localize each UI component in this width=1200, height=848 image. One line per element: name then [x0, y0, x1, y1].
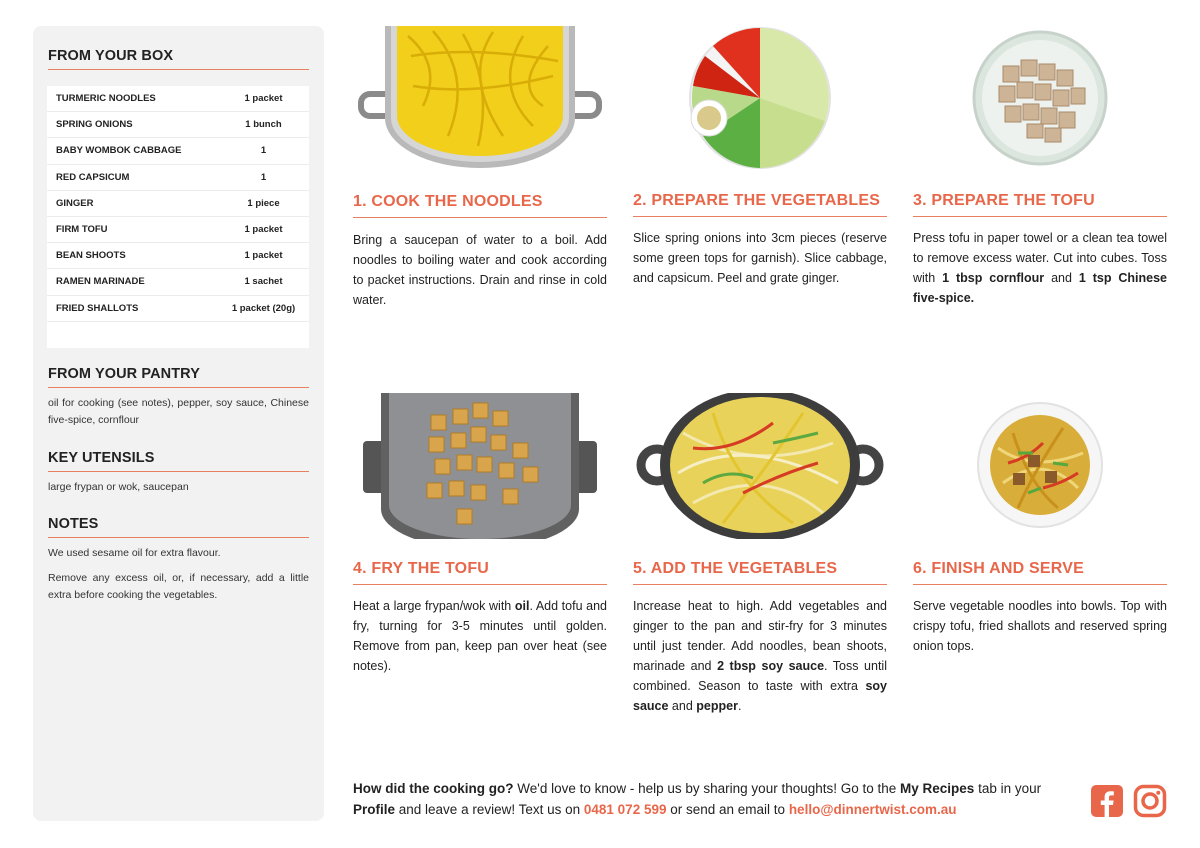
ingredient-row	[47, 138, 309, 164]
text-segment: Profile	[353, 802, 396, 817]
ingredient-row	[47, 217, 309, 243]
step-4-photo	[353, 393, 607, 539]
step-3-body	[913, 228, 1167, 308]
step-2-photo	[633, 26, 887, 172]
note-1: We used sesame oil for extra flavour.	[48, 547, 221, 559]
ingredient-name: FIRM TOFU	[56, 224, 108, 236]
ingredient-quantity: 1 packet	[244, 250, 283, 262]
text-segment: Heat a large frypan/wok with	[353, 599, 515, 613]
text-segment: soy sauce	[633, 679, 887, 713]
ingredient-row	[47, 165, 309, 191]
text-segment: How did the cooking go?	[353, 781, 514, 796]
text-segment: and	[668, 699, 697, 713]
text-segment: pepper	[696, 699, 738, 713]
pantry-text: oil for cooking (see notes), pepper, soy sauce, Chinese five-spice, cornflour	[48, 397, 309, 426]
text-segment: and leave a review! Text us on	[395, 802, 584, 817]
from-your-box-title: FROM YOUR BOX	[48, 48, 309, 70]
text-segment: Press tofu in paper towel or a clean tea towel to remove excess water. Cut into cubes. Toss with	[913, 231, 1167, 285]
ingredient-quantity: 1	[260, 171, 267, 183]
text-segment: 1 tbsp cornflour	[942, 271, 1045, 285]
step-6-photo	[913, 393, 1167, 539]
text-segment: and	[1044, 271, 1079, 285]
step-6-title: 6. FINISH AND SERVE	[913, 560, 1167, 585]
ingredients-sidebar	[33, 26, 324, 821]
ingredient-name: GINGER	[56, 197, 94, 209]
step-4-title: 4. FRY THE TOFU	[353, 560, 607, 585]
key-utensils-title: KEY UTENSILS	[48, 450, 309, 472]
text-segment: or send an email to	[666, 802, 789, 817]
step-6-body	[913, 596, 1167, 656]
step-5-photo	[633, 393, 887, 539]
text-segment: We'd love to know - help us by sharing your thoughts! Go to the	[513, 781, 901, 796]
feedback-footer	[353, 778, 1073, 820]
step-5-title: 5. ADD THE VEGETABLES	[633, 560, 887, 585]
ingredient-row	[47, 296, 309, 322]
text-segment: 2 tbsp soy sauce	[717, 659, 825, 673]
instagram-icon[interactable]	[1133, 784, 1167, 818]
contact-link[interactable]: hello@dinnertwist.com.au	[788, 802, 957, 817]
ingredient-quantity: 1 packet (20g)	[231, 302, 296, 314]
text-segment: Increase heat to high. Add vegetables and ginger to the pan and stir-fry for 3 minutes until just tender. Add noodles, bean shoots, marinade and	[633, 599, 887, 673]
contact-link[interactable]: 0481 072 599	[583, 802, 667, 817]
text-segment: .	[737, 699, 742, 713]
ingredient-name: RED CAPSICUM	[56, 171, 130, 183]
note-2: Remove any excess oil, or, if necessary, add a little extra before cooking the vegetables.	[48, 572, 309, 601]
ingredient-name: RAMEN MARINADE	[56, 276, 145, 288]
text-segment: tab in your	[974, 781, 1042, 796]
text-segment: . Toss until combined. Season to taste with extra	[633, 659, 887, 693]
step-3-title: 3. PREPARE THE TOFU	[913, 192, 1167, 217]
ingredient-name: TURMERIC NOODLES	[56, 93, 156, 105]
ingredient-row	[47, 191, 309, 217]
ingredient-row	[47, 86, 309, 112]
ingredient-row	[47, 243, 309, 269]
utensils-text: large frypan or wok, saucepan	[48, 481, 189, 493]
ingredient-name: FRIED SHALLOTS	[56, 302, 139, 314]
text-segment: 1 tsp Chinese five-spice.	[913, 271, 1167, 305]
step-5-body	[633, 596, 887, 716]
ingredient-quantity: 1 packet	[244, 224, 283, 236]
ingredient-name: BABY WOMBOK CABBAGE	[56, 145, 182, 157]
facebook-icon[interactable]	[1090, 784, 1124, 818]
notes-title: NOTES	[48, 516, 309, 538]
ingredient-quantity: 1 piece	[247, 197, 280, 209]
text-segment: Slice spring onions into 3cm pieces (reserve some green tops for garnish). Slice cabbage, and capsicum. Peel and grate ginger.	[633, 231, 887, 285]
step-1-body	[353, 230, 607, 310]
text-segment: My Recipes	[900, 781, 975, 796]
text-segment: Bring a saucepan of water to a boil. Add noodles to boiling water and cook according to packet instructions. Drain and rinse in cold water.	[353, 233, 607, 307]
step-1-photo	[353, 26, 607, 172]
ingredients-table	[47, 86, 309, 348]
ingredient-quantity: 1 bunch	[245, 119, 282, 131]
text-segment: . Add tofu and fry, turning for 3-5 minutes until golden. Remove from pan, keep pan over heat (see notes).	[353, 599, 607, 673]
from-your-pantry-title: FROM YOUR PANTRY	[48, 366, 309, 388]
ingredient-quantity: 1	[260, 145, 267, 157]
step-4-body	[353, 596, 607, 676]
text-segment: oil	[514, 599, 530, 613]
ingredient-row	[47, 112, 309, 138]
ingredient-quantity: 1 sachet	[244, 276, 283, 288]
step-3-photo	[913, 26, 1167, 172]
step-2-title: 2. PREPARE THE VEGETABLES	[633, 192, 887, 217]
ingredient-name: SPRING ONIONS	[56, 119, 133, 131]
step-1-title: 1. COOK THE NOODLES	[353, 193, 607, 218]
ingredient-name: BEAN SHOOTS	[56, 250, 126, 262]
ingredient-row	[47, 269, 309, 295]
text-segment: Serve vegetable noodles into bowls. Top with crispy tofu, fried shallots and reserved spring onion tops.	[913, 599, 1167, 653]
step-2-body	[633, 228, 887, 288]
ingredient-quantity: 1 packet	[244, 93, 283, 105]
